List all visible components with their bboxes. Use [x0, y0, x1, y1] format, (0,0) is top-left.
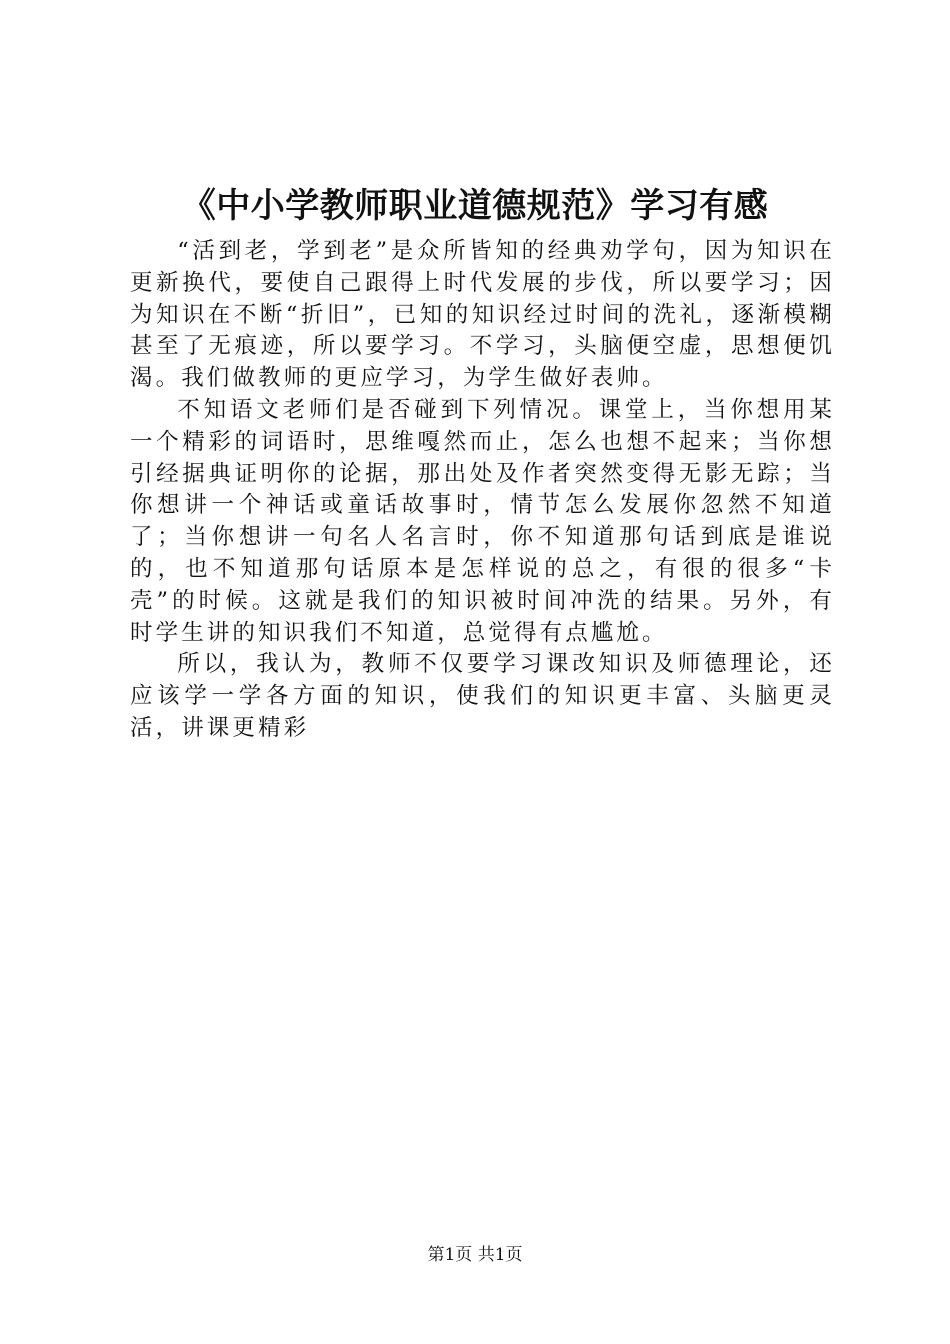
paragraph-3: 所以，我认为，教师不仅要学习课改知识及师德理论，还应该学一学各方面的知识，使我们的知识更丰富、头脑更灵活，讲课更精彩 — [130, 651, 835, 741]
document-title: 《中小学教师职业道德规范》学习有感 — [181, 186, 769, 226]
document-body — [130, 236, 835, 745]
paragraph-1: “活到老，学到老”是众所皆知的经典劝学句，因为知识在更新换代，要使自己跟得上时代发展的步伐，所以要学习；因为知识在不断“折旧”，已知的知识经过时间的洗礼，逐渐模糊甚至了无痕迹，所以要学习。不学习，头脑便空虚，思想便饥渴。我们做教师的更应学习，为学生做好表帅。 — [130, 238, 835, 392]
page-footer: 第1页 共1页 — [427, 1245, 523, 1265]
paragraph-2: 不知语文老师们是否碰到下列情况。课堂上，当你想用某一个精彩的词语时，思维嘎然而止，怎么也想不起来；当你想引经据典证明你的论据，那出处及作者突然变得无影无踪；当你想讲一个神话或童话故事时，情节怎么发展你忽然不知道了；当你想讲一句名人名言时，你不知道那句话到底是谁说的，也不知道那句话原本是怎样说的总之，有很的很多“卡壳”的时候。这就是我们的知识被时间冲洗的结果。另外，有时学生讲的知识我们不知道，总觉得有点尴尬。 — [130, 396, 835, 646]
